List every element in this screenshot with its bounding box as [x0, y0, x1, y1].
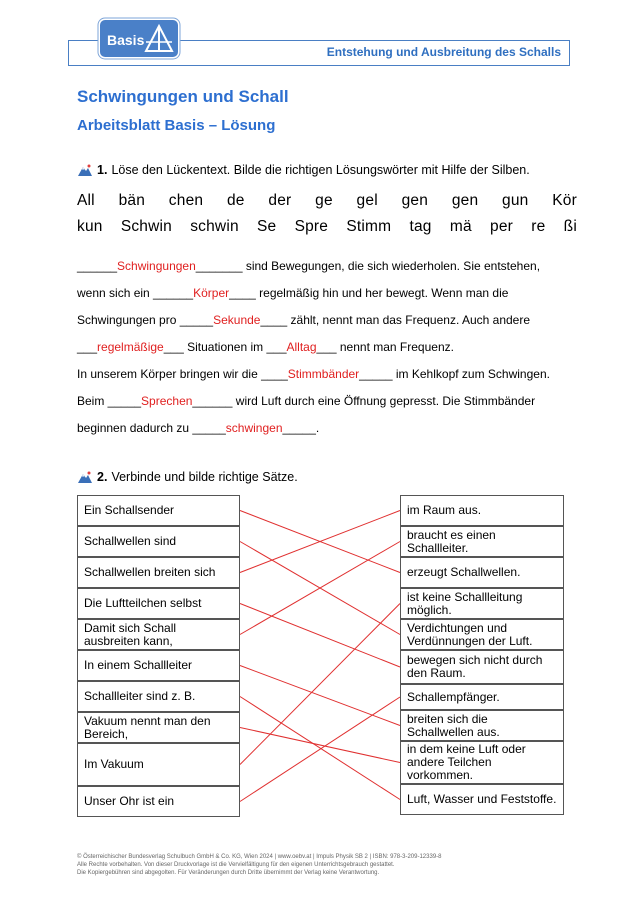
- syllable: gel: [356, 192, 378, 209]
- footer-line-1: © Österreichischer Bundesverlag Schulbuch GmbH & Co. KG, Wien 2024 | www.oebv.at | Impuls Physik SB 2 | ISBN: 978-3-209-12339-8: [77, 854, 442, 860]
- cloze-text-part: ___: [77, 340, 98, 354]
- cloze-text-part: ______: [77, 259, 118, 273]
- syllable: de: [226, 192, 245, 209]
- right-statement-box[interactable]: [400, 526, 564, 557]
- left-statement-box[interactable]: [77, 712, 240, 743]
- syllable: kun: [77, 218, 103, 235]
- left-statement-box[interactable]: [77, 588, 240, 619]
- right-statement-box[interactable]: [400, 741, 564, 784]
- task1-number: 1.: [97, 163, 108, 177]
- right-statement-box[interactable]: [400, 784, 564, 815]
- cloze-text-part: ______ wird Luft durch eine Öffnung gepresst. Die Stimmbänder: [192, 394, 536, 408]
- logo-text: Basis: [107, 32, 145, 48]
- right-statement-text: bewegen sich nicht durch den Raum.: [407, 653, 543, 680]
- footer-line-2: Alle Rechte vorbehalten. Von dieser Druckvorlage ist die Vervielfältigung für den eigenen Unterrichtsgebrauch gestattet.: [77, 862, 395, 868]
- right-statement-box[interactable]: [400, 588, 564, 619]
- cloze-text-part: ____ regelmäßig hin und her bewegt. Wenn man die: [229, 286, 509, 300]
- left-statement-box[interactable]: [77, 557, 240, 588]
- right-statement-text: in dem keine Luft oder andere Teilchen vorkommen.: [407, 742, 526, 782]
- cloze-text-part: beginnen dadurch zu _____: [77, 421, 226, 435]
- left-statement-text: In einem Schallleiter: [84, 658, 193, 672]
- cloze-text-part: _____ im Kehlkopf zum Schwingen.: [359, 367, 550, 381]
- answer-word: Körper: [193, 286, 230, 300]
- syllable: gen: [401, 192, 429, 209]
- syllable: der: [268, 192, 292, 209]
- right-statement-text: braucht es einen Schallleiter.: [407, 527, 496, 555]
- page-subtitle: Arbeitsblatt Basis – Lösung: [77, 117, 276, 134]
- left-statement-box[interactable]: [77, 495, 240, 526]
- left-statement-text: Unser Ohr ist ein: [84, 794, 175, 808]
- right-statement-box[interactable]: [400, 619, 564, 650]
- syllable: bän: [118, 192, 146, 209]
- syllable: Spre: [294, 218, 329, 235]
- syllable: ge: [315, 192, 333, 209]
- left-statement-box[interactable]: [77, 650, 240, 681]
- left-statement-text: Im Vakuum: [84, 757, 144, 771]
- cloze-text-part: _____.: [282, 421, 320, 435]
- footer-line-3: Die Kopiergebühren sind abgegolten. Für Veränderungen durch Dritte übernimmt der Verlag keine Verantwortung.: [77, 870, 380, 876]
- left-statement-text: Schallleiter sind z. B.: [84, 689, 196, 703]
- right-statement-box[interactable]: [400, 710, 564, 741]
- answer-word: Sprechen: [141, 394, 193, 408]
- cloze-text-part: Schwingungen pro _____: [77, 313, 214, 327]
- answer-word: schwingen: [225, 421, 283, 435]
- footer: [77, 853, 442, 877]
- connection-line: [240, 728, 400, 763]
- left-statement-box[interactable]: [77, 681, 240, 712]
- syllable: schwin: [190, 218, 239, 235]
- connection-line: [240, 697, 400, 802]
- page-title: Schwingungen und Schall: [77, 87, 289, 106]
- right-statement-text: breiten sich die Schallwellen aus.: [407, 711, 500, 739]
- right-statement-text: im Raum aus.: [407, 503, 482, 517]
- left-statement-text: Schallwellen breiten sich: [84, 565, 216, 579]
- cloze-text-part: ___ nennt man Frequenz.: [316, 340, 454, 354]
- syllable: Kör: [552, 192, 577, 209]
- cloze-text-part: wenn sich ein ______: [77, 286, 194, 300]
- cloze-text-part: In unserem Körper bringen wir die ____: [77, 367, 288, 381]
- left-statement-box[interactable]: [77, 526, 240, 557]
- answer-word: Alltag: [286, 340, 317, 354]
- left-statement-text: Vakuum nennt man den Bereich,: [84, 713, 211, 741]
- cloze-text-part: Beim _____: [77, 394, 142, 408]
- right-statement-text: Verdichtungen und Verdünnungen der Luft.: [407, 620, 533, 648]
- cloze-text-part: _______ sind Bewegungen, die sich wiederholen. Sie entstehen,: [195, 259, 541, 273]
- right-statement-text: ist keine Schallleitung möglich.: [407, 589, 523, 617]
- right-statement-text: Schallempfänger.: [407, 689, 500, 704]
- syllable: Stimm: [346, 218, 392, 235]
- syllable: Schwin: [120, 218, 172, 235]
- header-title: Entstehung und Ausbreitung des Schalls: [326, 45, 561, 59]
- connection-line: [240, 604, 400, 668]
- answer-word: regelmäßige: [97, 340, 164, 354]
- left-statement-box[interactable]: [77, 786, 240, 817]
- cloze-text-part: ____ zählt, nennt man das Frequenz. Auch andere: [260, 313, 531, 327]
- syllable: tag: [409, 218, 432, 235]
- right-statement-text: erzeugt Schallwellen.: [407, 565, 521, 579]
- left-statement-text: Damit sich Schall ausbreiten kann,: [84, 620, 177, 648]
- task2-number: 2.: [97, 470, 108, 484]
- syllable: ßi: [563, 218, 577, 235]
- left-statement-text: Ein Schallsender: [84, 503, 175, 517]
- answer-word: Stimmbänder: [287, 367, 360, 381]
- right-statement-box[interactable]: [400, 650, 564, 684]
- answer-word: Schwingungen: [117, 259, 196, 273]
- syllable: mä: [449, 218, 472, 235]
- syllable: re: [531, 218, 546, 235]
- left-statement-text: Die Luftteilchen selbst: [84, 596, 202, 610]
- task2-instruction: Verbinde und bilde richtige Sätze.: [111, 470, 298, 484]
- right-statement-box[interactable]: [400, 684, 564, 710]
- syllable: chen: [168, 192, 204, 209]
- right-statement-text: Luft, Wasser und Feststoffe.: [407, 792, 557, 806]
- right-statement-box[interactable]: [400, 495, 564, 526]
- cloze-text-part: ___ Situationen im ___: [163, 340, 287, 354]
- connection-line: [240, 697, 400, 800]
- syllable: per: [490, 218, 514, 235]
- right-statement-box[interactable]: [400, 557, 564, 588]
- syllable: gen: [451, 192, 479, 209]
- left-statement-box[interactable]: [77, 743, 240, 786]
- connection-line: [240, 604, 400, 765]
- connection-line: [240, 666, 400, 726]
- left-statement-box[interactable]: [77, 619, 240, 650]
- left-statement-text: Schallwellen sind: [84, 534, 177, 548]
- task1-instruction: Löse den Lückentext. Bilde die richtigen Lösungswörter mit Hilfe der Silben.: [111, 163, 530, 177]
- syllable: Se: [257, 218, 277, 235]
- syllable: gun: [502, 192, 529, 209]
- syllable: All: [77, 192, 95, 209]
- answer-word: Sekunde: [213, 313, 261, 327]
